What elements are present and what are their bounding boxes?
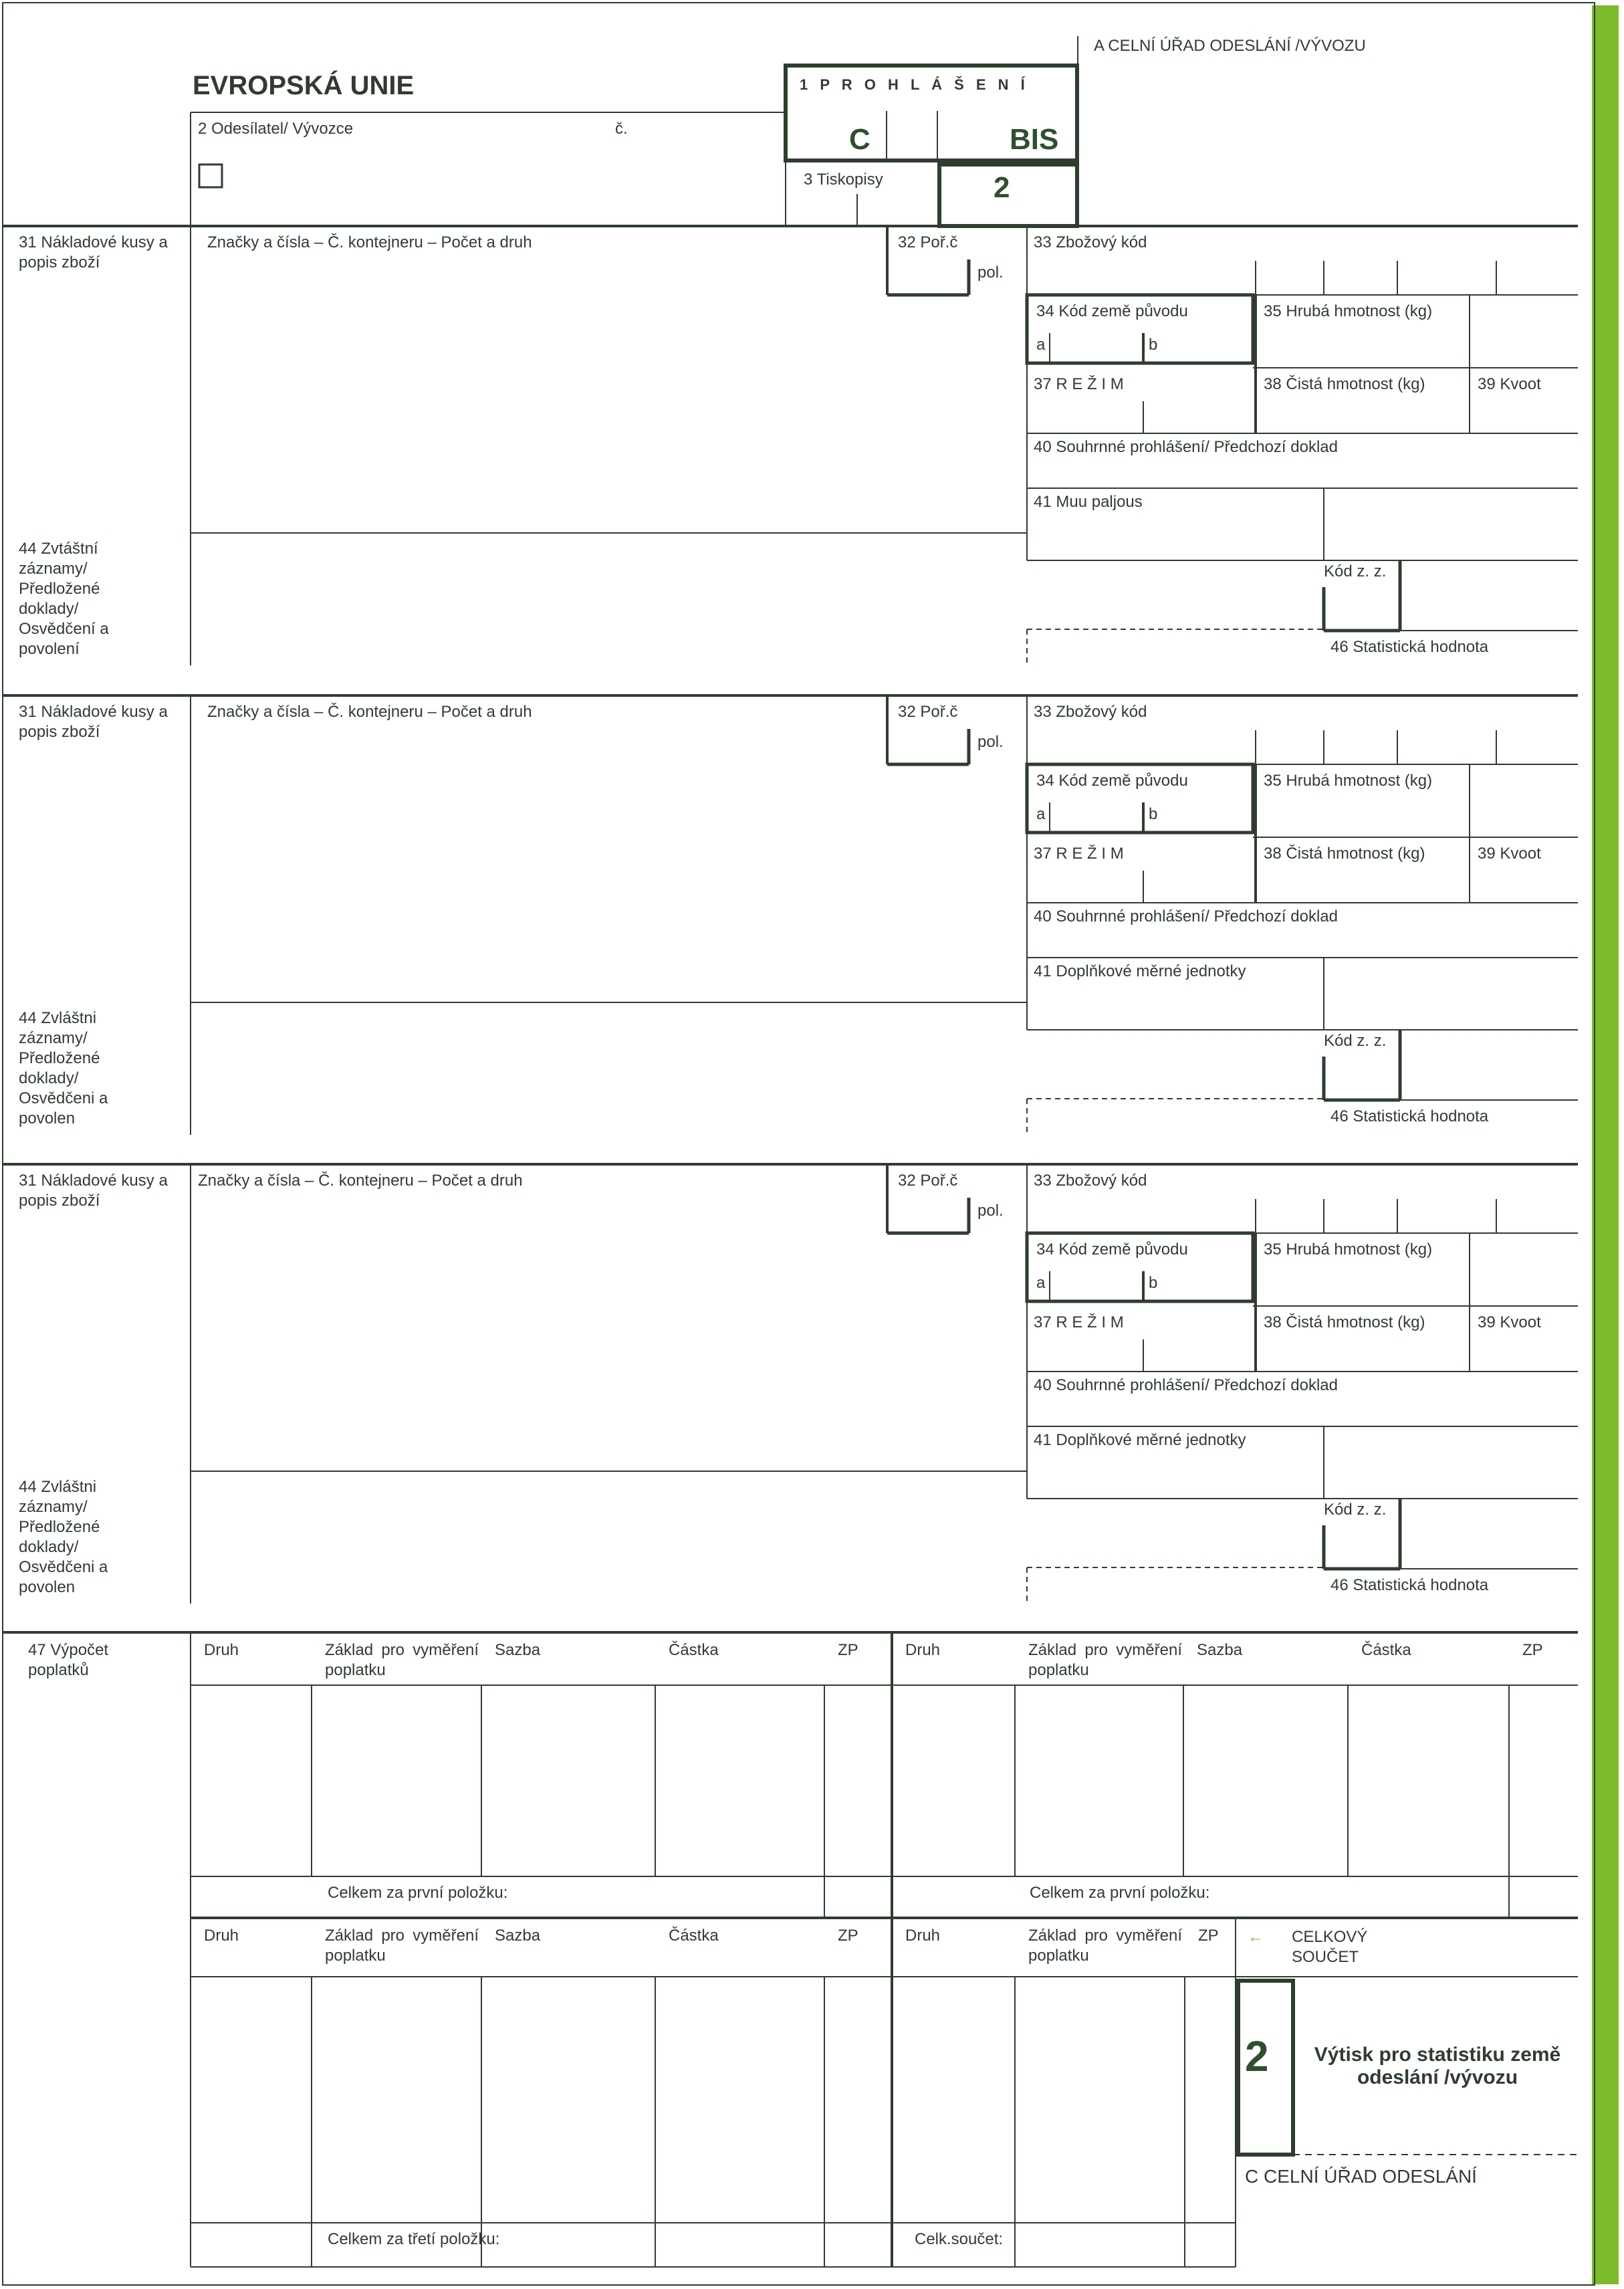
previous-document-label: 40 Souhrnné prohlášení/ Předchozí doklad xyxy=(1034,1376,1338,1394)
item-number-label: 32 Poř.č xyxy=(898,703,958,721)
marks-label: Značky a čísla – Č. kontejneru – Počet a druh xyxy=(207,233,532,251)
forms-value: 2 xyxy=(994,171,1010,204)
declaration-bis: BIS xyxy=(1010,123,1059,156)
charges-label: 47 Výpočet poplatků xyxy=(28,1641,109,1679)
quota-label: 39 Kvoot xyxy=(1478,1313,1541,1331)
office-dispatch-label: A CELNÍ ÚŘAD ODESLÁNÍ /VÝVOZU xyxy=(1094,37,1366,55)
origin-a-label: a xyxy=(1036,336,1046,354)
marks-label: Značky a čísla – Č. kontejneru – Počet a druh xyxy=(198,1172,523,1190)
total-first-item-label: Celkem za první položku: xyxy=(328,1884,508,1902)
column-base-label: Základ pro vyměření poplatku xyxy=(325,1641,479,1679)
origin-a-label: a xyxy=(1036,805,1046,823)
previous-document-label: 40 Souhrnné prohlášení/ Předchozí doklad xyxy=(1034,438,1338,456)
marks-label: Značky a čísla – Č. kontejneru – Počet a druh xyxy=(207,703,532,721)
total-first-item-label: Celkem za první položku: xyxy=(1030,1884,1210,1902)
origin-b-label: b xyxy=(1149,336,1158,354)
special-mentions-label: 44 Zvtáštní záznamy/ Předložené doklady/ Osvědčení a povolení xyxy=(19,540,109,658)
consignor-checkbox xyxy=(199,165,222,187)
special-mentions-label: 44 Zvláštni záznamy/ Předložené doklady/ Osvědčeni a povolen xyxy=(19,1478,108,1596)
quota-label: 39 Kvoot xyxy=(1478,845,1541,863)
column-rate-label: Sazba xyxy=(495,1927,541,1945)
gross-mass-label: 35 Hrubá hmotnost (kg) xyxy=(1264,1240,1433,1259)
previous-document-label: 40 Souhrnné prohlášení/ Předchozí doklad xyxy=(1034,907,1338,925)
column-mp-label: ZP xyxy=(838,1927,858,1945)
item-pol-label: pol. xyxy=(977,263,1004,282)
column-rate-label: Sazba xyxy=(1197,1641,1243,1659)
column-mp-label: ZP xyxy=(1198,1927,1219,1945)
copy-number: 2 xyxy=(1245,2032,1269,2080)
column-mp-label: ZP xyxy=(838,1641,858,1659)
column-type-label: Druh xyxy=(204,1927,239,1945)
total-third-item-label: Celkem za třetí položku: xyxy=(328,2230,500,2248)
statistical-value-label: 46 Statistická hodnota xyxy=(1330,1576,1489,1594)
quota-label: 39 Kvoot xyxy=(1478,375,1541,393)
item-pol-label: pol. xyxy=(977,733,1004,751)
supplementary-units-label: 41 Doplňkové měrné jednotky xyxy=(1034,1431,1246,1449)
net-mass-label: 38 Čistá hmotnost (kg) xyxy=(1264,375,1425,393)
procedure-label: 37 R E Ž I M xyxy=(1034,1313,1124,1331)
gross-mass-label: 35 Hrubá hmotnost (kg) xyxy=(1264,772,1433,790)
column-amount-label: Částka xyxy=(669,1641,719,1659)
forms-label: 3 Tiskopisy xyxy=(804,171,883,189)
statistical-value-label: 46 Statistická hodnota xyxy=(1330,638,1489,656)
column-base-label: Základ pro vyměření poplatku xyxy=(325,1927,479,1965)
origin-b-label: b xyxy=(1149,805,1158,823)
gross-mass-label: 35 Hrubá hmotnost (kg) xyxy=(1264,302,1433,320)
item-pol-label: pol. xyxy=(977,1202,1004,1220)
supplementary-units-label: 41 Muu paljous xyxy=(1034,493,1143,511)
item-description-label: 31 Nákladové kusy a popis zboží xyxy=(19,1172,168,1210)
column-base-label: Základ pro vyměření poplatku xyxy=(1028,1641,1182,1679)
procedure-label: 37 R E Ž I M xyxy=(1034,375,1124,393)
commodity-code-label: 33 Zbožový kód xyxy=(1034,1172,1147,1190)
column-mp-label: ZP xyxy=(1522,1641,1543,1659)
commodity-code-label: 33 Zbožový kód xyxy=(1034,703,1147,721)
origin-label: 34 Kód země původu xyxy=(1036,1240,1188,1259)
item-number-label: 32 Poř.č xyxy=(898,1172,958,1190)
consignor-label: 2 Odesílatel/ Vývozce xyxy=(198,120,354,138)
grand-total-label: CELKOVÝ SOUČET xyxy=(1292,1928,1368,1966)
item-description-label: 31 Nákladové kusy a popis zboží xyxy=(19,703,168,741)
copy-purpose-text: Výtisk pro statistiku země odeslání /vývozu xyxy=(1314,2044,1561,2088)
item-description-label: 31 Nákladové kusy a popis zboží xyxy=(19,233,168,271)
column-amount-label: Částka xyxy=(669,1927,719,1945)
column-rate-label: Sazba xyxy=(495,1641,541,1659)
special-mentions-label: 44 Zvláštni záznamy/ Předložené doklady/ Osvědčeni a povolen xyxy=(19,1009,108,1127)
net-mass-label: 38 Čistá hmotnost (kg) xyxy=(1264,845,1425,863)
item-number-label: 32 Poř.č xyxy=(898,233,958,251)
column-type-label: Druh xyxy=(905,1927,941,1945)
consignor-number-label: č. xyxy=(615,120,628,138)
origin-b-label: b xyxy=(1149,1274,1158,1292)
column-type-label: Druh xyxy=(204,1641,239,1659)
declaration-c: C xyxy=(849,123,871,156)
union-title: EVROPSKÁ UNIE xyxy=(193,71,415,100)
origin-a-label: a xyxy=(1036,1274,1046,1292)
office-dispatch-c-label: C CELNÍ ÚŘAD ODESLÁNÍ xyxy=(1245,2166,1477,2187)
code-label: Kód z. z. xyxy=(1324,1032,1387,1050)
grand-total-short-label: Celk.součet: xyxy=(915,2230,1004,2248)
commodity-code-label: 33 Zbožový kód xyxy=(1034,233,1147,251)
supplementary-units-label: 41 Doplňkové měrné jednotky xyxy=(1034,962,1246,980)
origin-label: 34 Kód země původu xyxy=(1036,302,1188,320)
column-amount-label: Částka xyxy=(1361,1641,1411,1659)
statistical-value-label: 46 Statistická hodnota xyxy=(1330,1107,1489,1125)
procedure-label: 37 R E Ž I M xyxy=(1034,845,1124,863)
code-label: Kód z. z. xyxy=(1324,1501,1387,1519)
net-mass-label: 38 Čistá hmotnost (kg) xyxy=(1264,1313,1425,1331)
arrow-icon: ← xyxy=(1248,1928,1264,1946)
code-label: Kód z. z. xyxy=(1324,562,1387,580)
origin-label: 34 Kód země původu xyxy=(1036,772,1188,790)
column-type-label: Druh xyxy=(905,1641,941,1659)
declaration-label: 1 P R O H L Á Š E N Í xyxy=(800,76,1029,93)
column-base-label: Základ pro vyměření poplatku xyxy=(1028,1927,1182,1965)
